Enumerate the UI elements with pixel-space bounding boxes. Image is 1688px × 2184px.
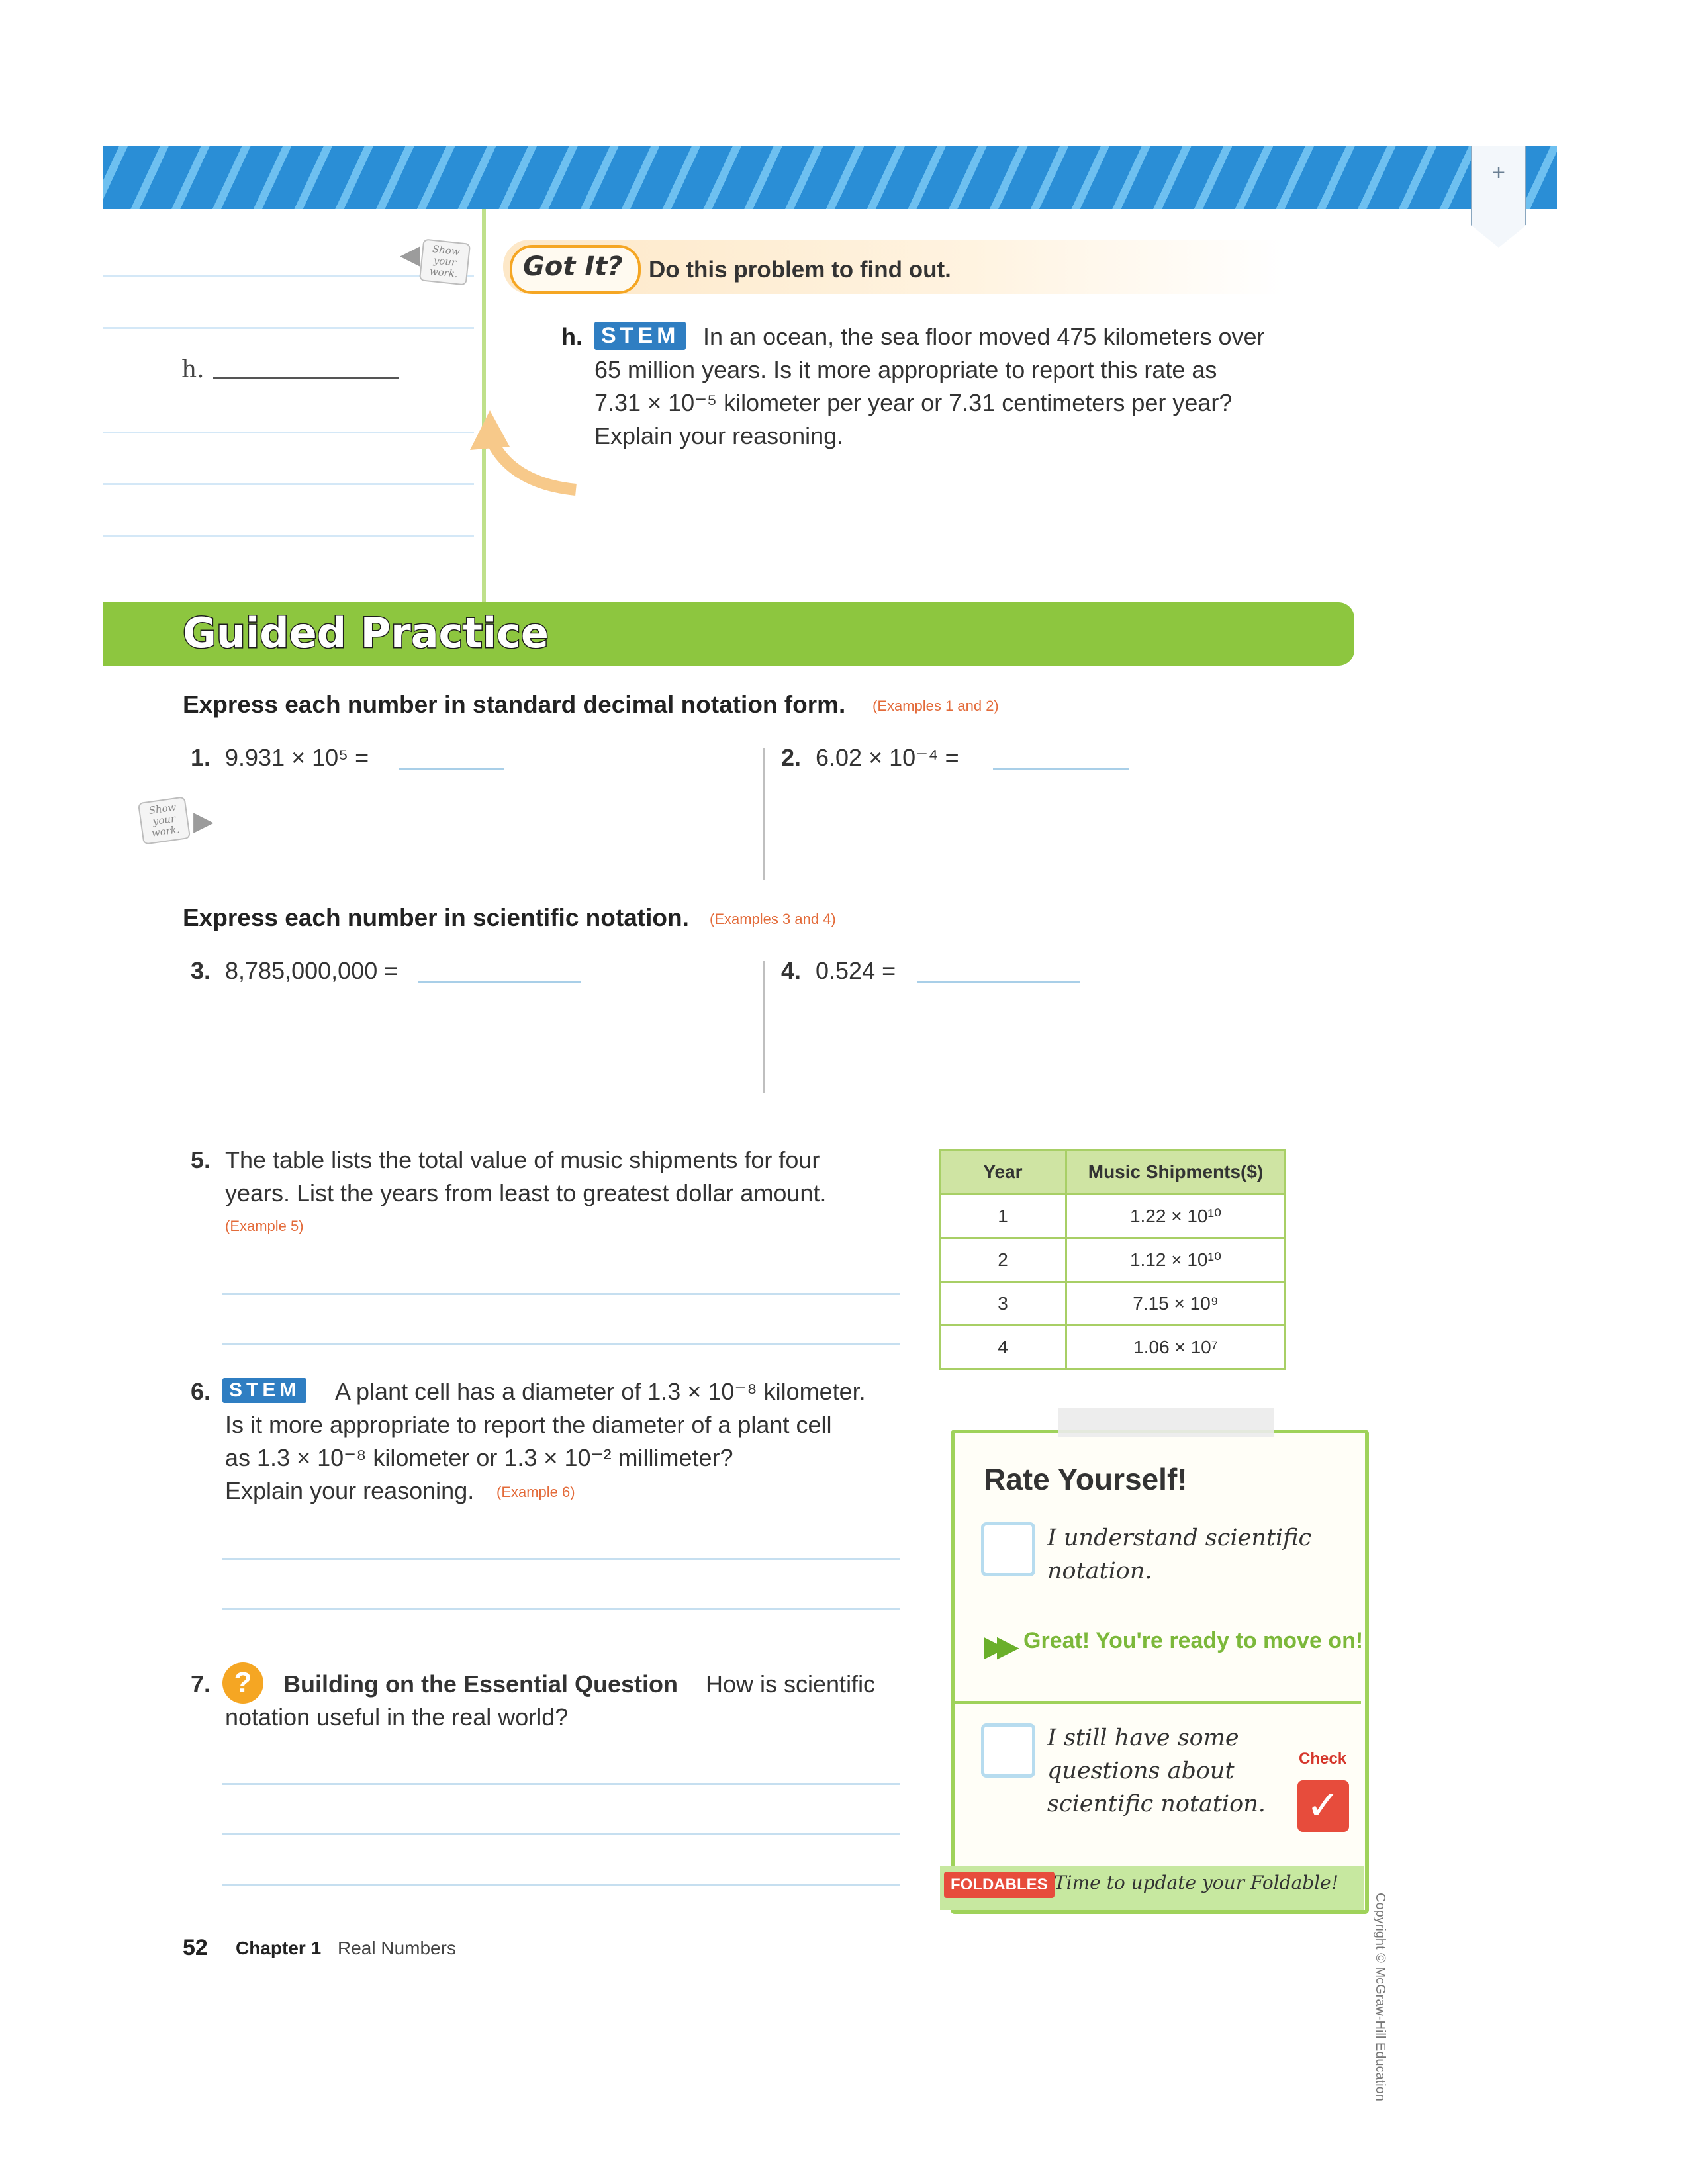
problem-6-number: 6. [191, 1378, 211, 1405]
section-1-ref: (Examples 1 and 2) [872, 698, 999, 714]
show-your-work-tag: Show your work. [419, 238, 471, 285]
problem-5-number: 5. [191, 1146, 211, 1173]
table-header-shipments: Music Shipments($) [1066, 1150, 1286, 1195]
table-cell-year: 4 [940, 1326, 1066, 1369]
foldables-text: Time to update your Foldable! [1054, 1872, 1338, 1893]
note-line [103, 327, 474, 329]
problem-3-number: 3. [191, 957, 211, 984]
chapter-title: Real Numbers [338, 1938, 456, 1958]
problem-h-text: Explain your reasoning. [594, 422, 844, 449]
problem-7-text: How is scientific [706, 1670, 876, 1698]
problem-7-number: 7. [191, 1670, 211, 1698]
guided-practice-title: Guided Practice [183, 609, 549, 657]
problem-7-heading: Building on the Essential Question [283, 1670, 679, 1698]
section-2-instruction: Express each number in scientific notation. [183, 904, 689, 931]
got-it-subtitle: Do this problem to find out. [649, 257, 951, 283]
music-shipments-table [939, 1149, 1286, 1370]
table-row [940, 1326, 1286, 1369]
plus-icon[interactable]: + [1492, 160, 1505, 185]
foldables-badge: FOLDABLES [944, 1872, 1055, 1898]
tape-decoration [1058, 1408, 1274, 1437]
problem-h-text: 7.31 × 10⁻⁵ kilometer per year or 7.31 centimeters per year? [594, 389, 1233, 416]
checkmark-icon[interactable]: ✓ [1297, 1780, 1349, 1832]
problem-3-answer-line[interactable] [418, 981, 581, 983]
answer-line[interactable] [222, 1884, 900, 1886]
problem-6-ref: (Example 6) [496, 1484, 575, 1500]
problem-6-text: A plant cell has a diameter of 1.3 × 10⁻⁸ kilometer. [335, 1378, 866, 1405]
ready-message: Great! You're ready to move on! [1023, 1628, 1364, 1653]
margin-line [482, 209, 486, 604]
note-line [103, 535, 474, 537]
questions-checkbox[interactable] [981, 1723, 1035, 1778]
questions-label: I still have some [1047, 1725, 1239, 1751]
problem-1-expression: 9.931 × 10⁵ = [225, 744, 369, 771]
stem-badge: STEM [594, 322, 686, 350]
question-icon: ? [222, 1662, 263, 1704]
table-cell-value: 7.15 × 10⁹ [1066, 1282, 1286, 1326]
chapter-label: Chapter 1 [236, 1938, 322, 1958]
problem-2-expression: 6.02 × 10⁻⁴ = [816, 744, 959, 771]
curved-arrow-icon [450, 410, 583, 503]
problem-6-text: Is it more appropriate to report the diameter of a plant cell [225, 1411, 832, 1438]
problem-4-answer-line[interactable] [917, 981, 1080, 983]
table-cell-year: 3 [940, 1282, 1066, 1326]
got-it-title: Got It? [523, 251, 623, 282]
rate-divider [955, 1701, 1361, 1704]
note-line [103, 275, 474, 277]
problem-1-answer-line[interactable] [399, 768, 504, 770]
table-cell-year: 1 [940, 1195, 1066, 1238]
problem-5-text: years. List the years from least to greatest dollar amount. [225, 1179, 827, 1206]
questions-label: scientific notation. [1047, 1791, 1266, 1817]
fast-forward-icon: ▶▶ [984, 1630, 1010, 1662]
problem-2-number: 2. [781, 744, 802, 771]
stem-badge: STEM [222, 1378, 306, 1403]
understand-label: I understand scientific [1047, 1525, 1312, 1551]
check-label: Check [1299, 1750, 1347, 1768]
section-2-ref: (Examples 3 and 4) [710, 911, 836, 927]
answer-line[interactable] [222, 1833, 900, 1835]
problem-h-text: In an ocean, the sea floor moved 475 kilometers over [703, 323, 1265, 350]
table-header-year: Year [940, 1150, 1066, 1195]
section-1-instruction: Express each number in standard decimal notation form. [183, 691, 846, 718]
problem-4-expression: 0.524 = [816, 957, 896, 984]
note-line [103, 432, 474, 433]
answer-label-h: h. [181, 356, 205, 383]
answer-line-h[interactable] [213, 377, 399, 379]
problem-1-number: 1. [191, 744, 211, 771]
table-cell-value: 1.12 × 10¹⁰ [1066, 1238, 1286, 1282]
table-cell-value: 1.22 × 10¹⁰ [1066, 1195, 1286, 1238]
problem-5-text: The table lists the total value of music shipments for four [225, 1146, 820, 1173]
divider [763, 961, 765, 1093]
bookmark-tab[interactable] [1471, 146, 1526, 226]
rate-yourself-box [951, 1430, 1369, 1914]
page-number: 52 [183, 1935, 208, 1960]
answer-line[interactable] [222, 1558, 900, 1560]
problem-6-text: as 1.3 × 10⁻⁸ kilometer or 1.3 × 10⁻² millimeter? [225, 1444, 733, 1471]
divider [763, 748, 765, 880]
understand-label: notation. [1047, 1558, 1152, 1584]
problem-label-h: h. [561, 323, 583, 350]
table-row [940, 1238, 1286, 1282]
problem-6-text: Explain your reasoning. [225, 1477, 475, 1504]
copyright-notice: Copyright © McGraw-Hill Education [1373, 1893, 1387, 2101]
table-row [940, 1282, 1286, 1326]
show-your-work-tag: Show your work. [138, 796, 191, 844]
answer-line[interactable] [222, 1343, 900, 1345]
problem-5-ref: (Example 5) [225, 1218, 304, 1234]
arrow-right-icon: ▶ [193, 807, 214, 836]
answer-line[interactable] [222, 1783, 900, 1785]
arrow-left-icon: ◀ [400, 240, 420, 269]
problem-h-text: 65 million years. Is it more appropriate to report this rate as [594, 356, 1217, 383]
table-cell-value: 1.06 × 10⁷ [1066, 1326, 1286, 1369]
table-cell-year: 2 [940, 1238, 1066, 1282]
problem-4-number: 4. [781, 957, 802, 984]
answer-line[interactable] [222, 1608, 900, 1610]
rate-yourself-title: Rate Yourself! [984, 1462, 1188, 1496]
note-line [103, 483, 474, 485]
questions-label: questions about [1047, 1758, 1235, 1784]
top-banner [103, 146, 1557, 209]
table-row [940, 1195, 1286, 1238]
problem-3-expression: 8,785,000,000 = [225, 957, 399, 984]
problem-7-text: notation useful in the real world? [225, 1704, 569, 1731]
answer-line[interactable] [222, 1293, 900, 1295]
problem-2-answer-line[interactable] [993, 768, 1129, 770]
understand-checkbox[interactable] [981, 1522, 1035, 1576]
